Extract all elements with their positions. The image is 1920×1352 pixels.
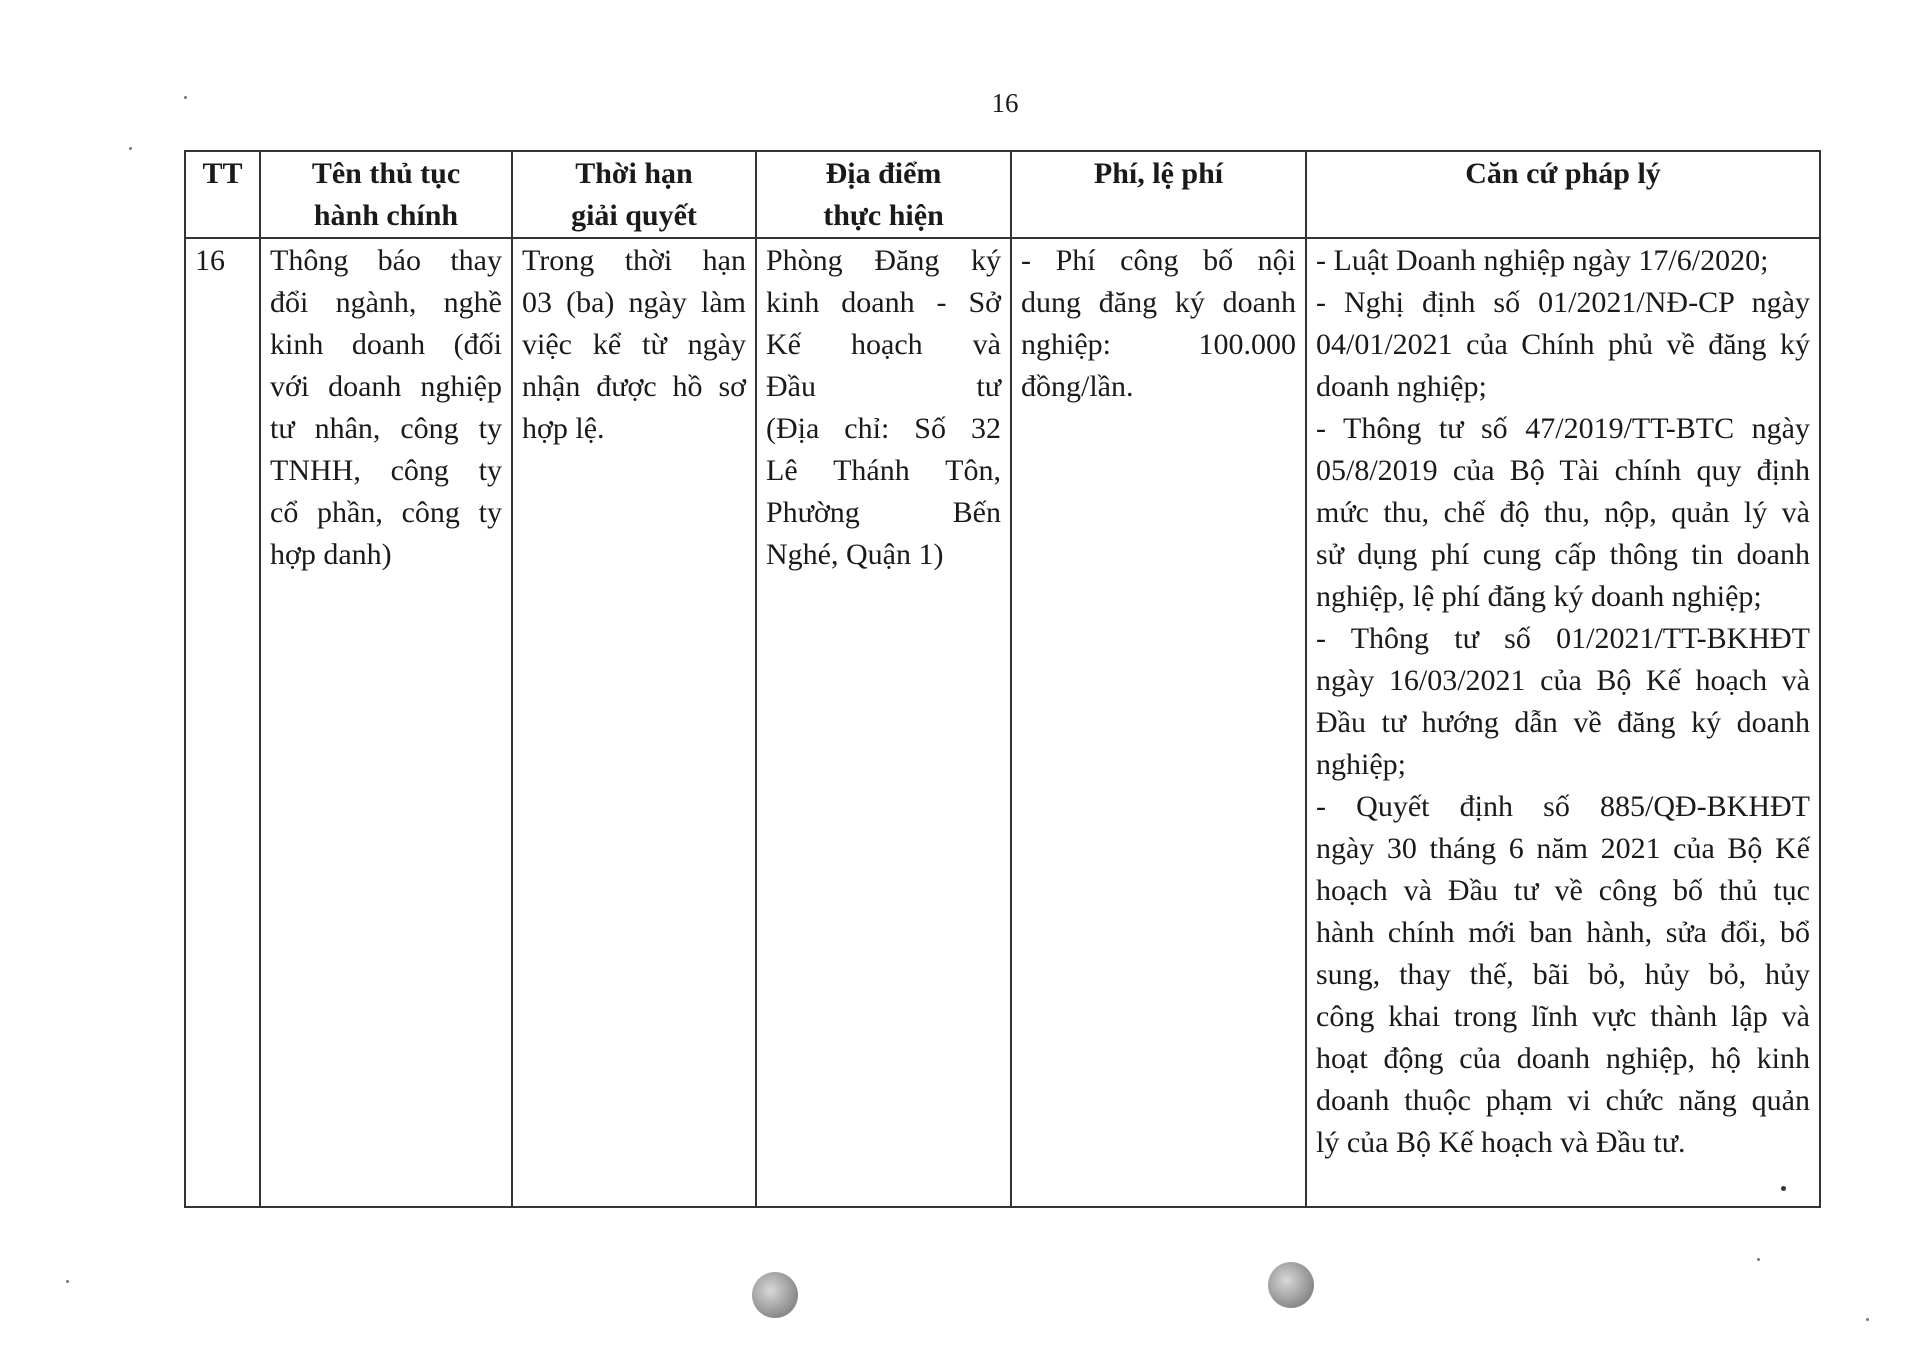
cell-legal-basis	[1306, 238, 1820, 1207]
text-line: kinh doanh (đối	[270, 328, 502, 361]
header-line: giải quyết	[571, 199, 697, 232]
text-line: hợp danh)	[270, 538, 392, 571]
text-line: việc kể từ ngày	[522, 328, 746, 361]
text-line: - Thông tư số 47/2019/TT-BTC ngày	[1316, 412, 1810, 445]
text-line: lý của Bộ Kế hoạch và Đầu tư.	[1316, 1126, 1686, 1159]
text-line: kinh doanh - Sở	[766, 286, 1001, 319]
text-line: sử dụng phí cung cấp thông tin doanh	[1316, 538, 1810, 571]
text-line: Thông báo thay	[270, 244, 502, 277]
text-line: - Quyết định số 885/QĐ-BKHĐT	[1316, 790, 1810, 823]
text-line: hợp lệ.	[522, 412, 605, 445]
text-line: 05/8/2019 của Bộ Tài chính quy định	[1316, 454, 1810, 487]
header-procedure-name	[260, 151, 512, 238]
header-tt: TT	[185, 151, 260, 238]
text-line: cổ phần, công ty	[270, 496, 502, 529]
text-line: tư nhân, công ty	[270, 412, 502, 445]
cell-tt: 16	[185, 238, 260, 1207]
punch-hole	[752, 1272, 798, 1318]
header-line: Địa điểm	[825, 157, 942, 190]
text-line: (Địa chỉ: Số 32	[766, 412, 1001, 445]
text-line: - Luật Doanh nghiệp ngày 17/6/2020;	[1316, 244, 1769, 277]
text-line: đồng/lần.	[1021, 370, 1134, 403]
text-line: Kế hoạch và	[766, 328, 1001, 361]
text-line: Đầu tư hướng dẫn về đăng ký doanh	[1316, 706, 1810, 739]
page-number: 16	[991, 88, 1019, 118]
header-legal-basis: Căn cứ pháp lý	[1306, 151, 1820, 238]
header-fee: Phí, lệ phí	[1011, 151, 1306, 238]
header-location	[756, 151, 1011, 238]
text-line: - Thông tư số 01/2021/TT-BKHĐT	[1316, 622, 1810, 655]
scan-speck	[66, 1280, 69, 1283]
text-line: ngày 16/03/2021 của Bộ Kế hoạch và	[1316, 664, 1810, 697]
table-header-row	[185, 151, 1820, 238]
text-line: Lê Thánh Tôn,	[766, 454, 1001, 487]
text-line: hoạch và Đầu tư về công bố thủ tục	[1316, 874, 1810, 907]
text-line: công khai trong lĩnh vực thành lập và	[1316, 1000, 1810, 1033]
header-processing-time	[512, 151, 756, 238]
text-line: ngày 30 tháng 6 năm 2021 của Bộ Kế	[1316, 832, 1810, 865]
text-line: hành chính mới ban hành, sửa đổi, bổ	[1316, 916, 1810, 949]
text-line: sung, thay thế, bãi bỏ, hủy bỏ, hủy	[1316, 958, 1810, 991]
ink-dot	[1781, 1186, 1786, 1191]
text-line: đổi ngành, nghề	[270, 286, 502, 319]
text-line: 03 (ba) ngày làm	[522, 286, 746, 319]
text-line: hoạt động của doanh nghiệp, hộ kinh	[1316, 1042, 1810, 1075]
text-line: 04/01/2021 của Chính phủ về đăng ký	[1316, 328, 1810, 361]
text-line: doanh thuộc phạm vi chức năng quản	[1316, 1084, 1810, 1117]
cell-procedure-name	[260, 238, 512, 1207]
procedure-table	[184, 150, 1821, 1208]
text-line: nghiệp;	[1316, 748, 1406, 781]
header-line: Thời hạn	[575, 157, 693, 190]
text-line: nhận được hồ sơ	[522, 370, 746, 403]
text-line: dung đăng ký doanh	[1021, 286, 1296, 319]
punch-hole	[1268, 1262, 1314, 1308]
text-line: mức thu, chế độ thu, nộp, quản lý và	[1316, 496, 1810, 529]
scan-speck	[1757, 1258, 1760, 1261]
cell-location	[756, 238, 1011, 1207]
header-line: hành chính	[313, 199, 459, 232]
text-line: TNHH, công ty	[270, 454, 502, 487]
text-line: Phường Bến	[766, 496, 1001, 529]
text-line: Trong thời hạn	[522, 244, 746, 277]
text-line: - Nghị định số 01/2021/NĐ-CP ngày	[1316, 286, 1810, 319]
text-line: nghiệp: 100.000	[1021, 328, 1296, 361]
scan-speck	[1866, 1318, 1869, 1321]
text-line: với doanh nghiệp	[270, 370, 502, 403]
cell-processing-time	[512, 238, 756, 1207]
text-line: nghiệp, lệ phí đăng ký doanh nghiệp;	[1316, 580, 1762, 613]
cell-fee	[1011, 238, 1306, 1207]
scan-speck	[184, 96, 187, 99]
scan-speck	[129, 147, 132, 150]
text-line: Đầu tư	[766, 370, 1001, 403]
table-row	[185, 238, 1820, 1207]
text-line: - Phí công bố nội	[1021, 244, 1296, 277]
text-line: Phòng Đăng ký	[766, 244, 1001, 277]
header-line: thực hiện	[823, 199, 944, 232]
text-line: Nghé, Quận 1)	[766, 538, 944, 571]
header-line: Tên thủ tục	[311, 157, 461, 190]
text-line: doanh nghiệp;	[1316, 370, 1487, 403]
